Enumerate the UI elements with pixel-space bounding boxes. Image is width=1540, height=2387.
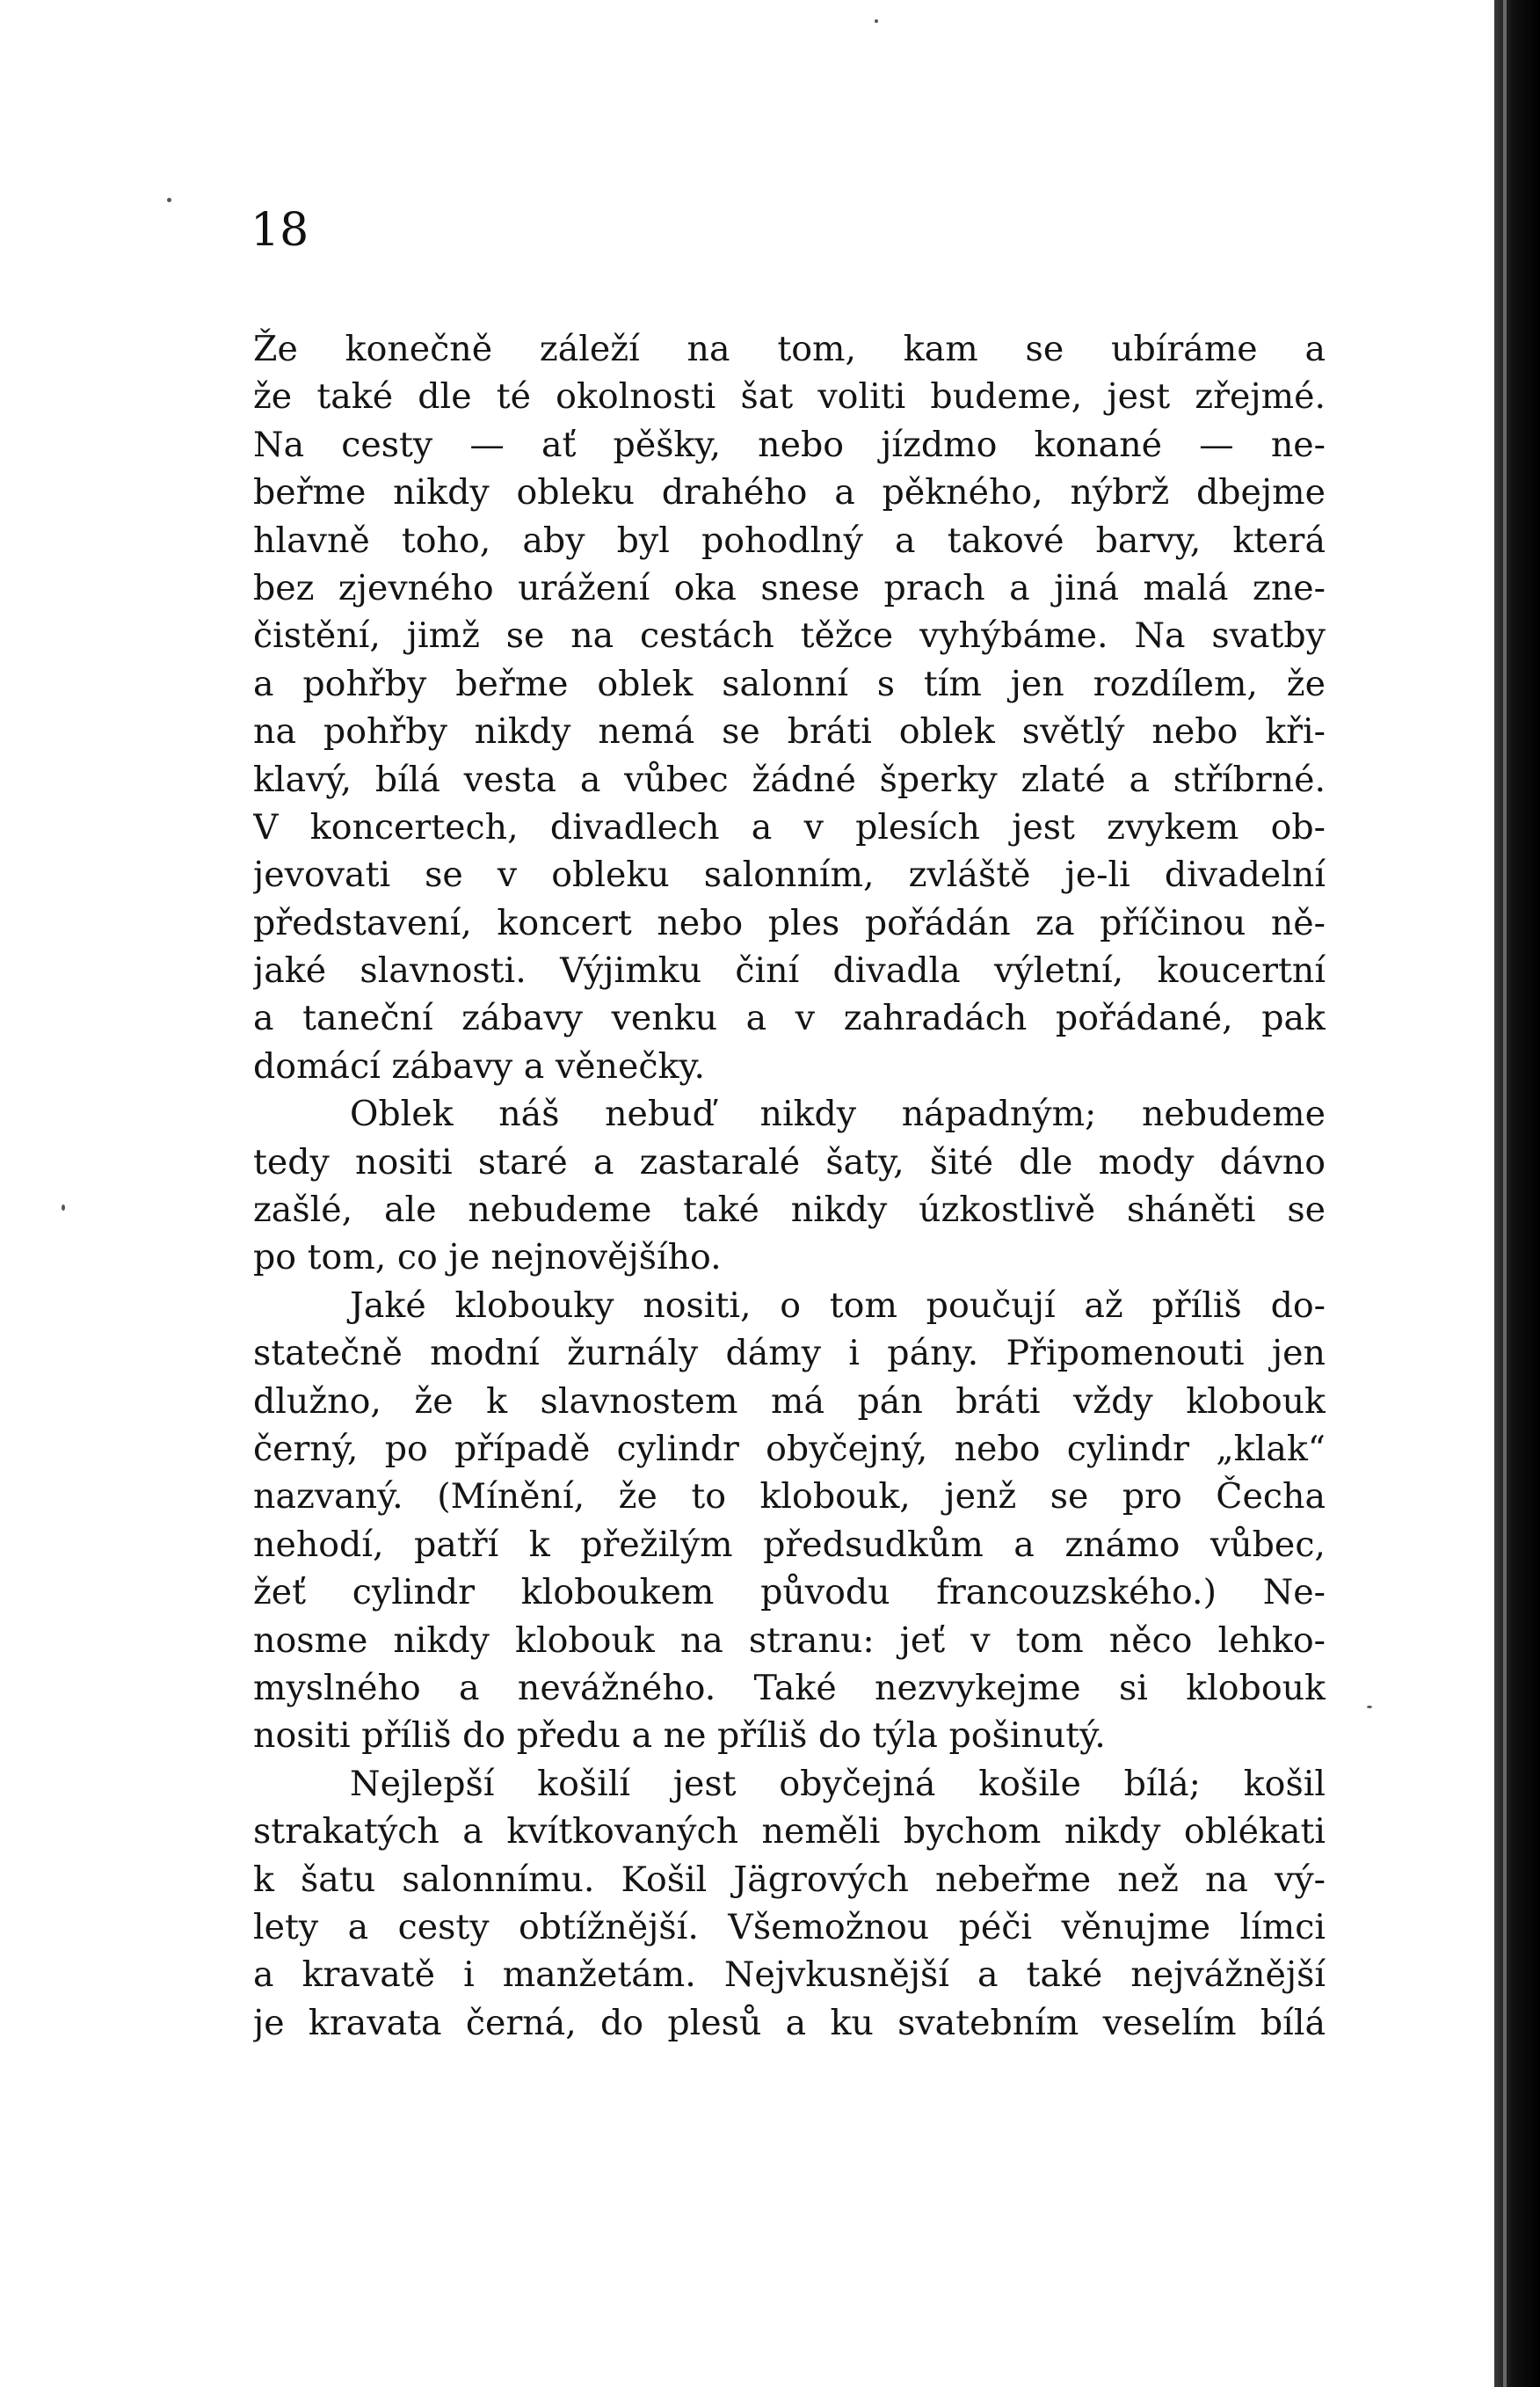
text-line: zašlé, ale nebudeme také nikdy úzkostlivě sháněti se bbox=[253, 1190, 1326, 1231]
text-line: je kravata černá, do plesů a ku svatebním veselím bílá bbox=[253, 2002, 1326, 2043]
text-line: čistění, jimž se na cestách těžce vyhýbáme. Na svatby bbox=[253, 615, 1326, 657]
text-line: na pohřby nikdy nemá se bráti oblek světlý nebo kři- bbox=[253, 711, 1326, 753]
text-line: Na cesty — ať pěšky, nebo jízdmo konané — ne- bbox=[253, 424, 1326, 465]
text-line: a pohřby beřme oblek salonní s tím jen rozdílem, že bbox=[253, 663, 1326, 704]
text-line: nazvaný. (Mínění, že to klobouk, jenž se pro Čecha bbox=[253, 1476, 1326, 1517]
text-line: V koncertech, divadlech a v plesích jest zvykem ob- bbox=[253, 806, 1326, 848]
text-line: a kravatě i manžetám. Nejvkusnější a také nejvážnější bbox=[253, 1954, 1326, 1996]
page-number: 18 bbox=[251, 204, 309, 257]
text-line: klavý, bílá vesta a vůbec žádné šperky zlaté a stříbrné. bbox=[253, 759, 1326, 800]
text-line: že také dle té okolnosti šat voliti budeme, jest zřejmé. bbox=[253, 376, 1326, 418]
print-speck bbox=[62, 1204, 65, 1211]
text-line: Oblek náš nebuď nikdy nápadným; nebudeme bbox=[350, 1094, 1326, 1135]
page-binding-edge bbox=[1494, 0, 1540, 2387]
text-line: nehodí, patří k přežilým předsudkům a známo vůbec, bbox=[253, 1524, 1326, 1565]
text-line: myslného a nevážného. Také nezvykejme si klobouk bbox=[253, 1667, 1326, 1708]
text-line: po tom, co je nejnovějšího. bbox=[253, 1237, 722, 1278]
body-text bbox=[253, 325, 1326, 2047]
text-line: tedy nositi staré a zastaralé šaty, šité dle mody dávno bbox=[253, 1141, 1326, 1183]
text-line: Jaké klobouky nositi, o tom poučují až příliš do- bbox=[350, 1284, 1326, 1326]
text-line: dlužno, že k slavnostem má pán bráti vždy klobouk bbox=[253, 1380, 1326, 1422]
text-line: lety a cesty obtížnější. Všemožnou péči věnujme límci bbox=[253, 1906, 1326, 1947]
text-line: hlavně toho, aby byl pohodlný a takové barvy, která bbox=[253, 520, 1326, 561]
text-line: Že konečně záleží na tom, kam se ubíráme a bbox=[253, 329, 1326, 369]
text-line: nositi příliš do předu a ne příliš do týla pošinutý. bbox=[253, 1715, 1106, 1757]
text-line: představení, koncert nebo ples pořádán za příčinou ně- bbox=[253, 902, 1326, 943]
text-line: jaké slavnosti. Výjimku činí divadla výletní, koucertní bbox=[253, 950, 1326, 992]
text-line: statečně modní žurnály dámy i pány. Připomenouti jen bbox=[253, 1333, 1326, 1374]
print-speck bbox=[875, 19, 878, 23]
text-line: a taneční zábavy venku a v zahradách pořádané, pak bbox=[253, 998, 1326, 1039]
print-speck bbox=[1367, 1706, 1372, 1708]
text-line: strakatých a kvítkovaných neměli bychom nikdy oblékati bbox=[253, 1811, 1326, 1852]
text-line: Nejlepší košilí jest obyčejná košile bílá; košil bbox=[350, 1763, 1326, 1804]
text-line: žeť cylindr kloboukem původu francouzského.) Ne- bbox=[253, 1572, 1326, 1613]
text-line: domácí zábavy a věnečky. bbox=[253, 1045, 706, 1087]
text-line: bez zjevného urážení oka snese prach a jiná malá zne- bbox=[253, 567, 1326, 608]
text-line: beřme nikdy obleku drahého a pěkného, nýbrž dbejme bbox=[253, 472, 1326, 513]
text-line: k šatu salonnímu. Košil Jägrových nebeřme než na vý- bbox=[253, 1859, 1326, 1900]
print-speck bbox=[167, 198, 171, 202]
text-line: jevovati se v obleku salonním, zvláště je-li divadelní bbox=[253, 855, 1326, 896]
text-line: nosme nikdy klobouk na stranu: jeť v tom něco lehko- bbox=[253, 1619, 1326, 1661]
text-line: černý, po případě cylindr obyčejný, nebo cylindr „klak“ bbox=[253, 1428, 1326, 1469]
